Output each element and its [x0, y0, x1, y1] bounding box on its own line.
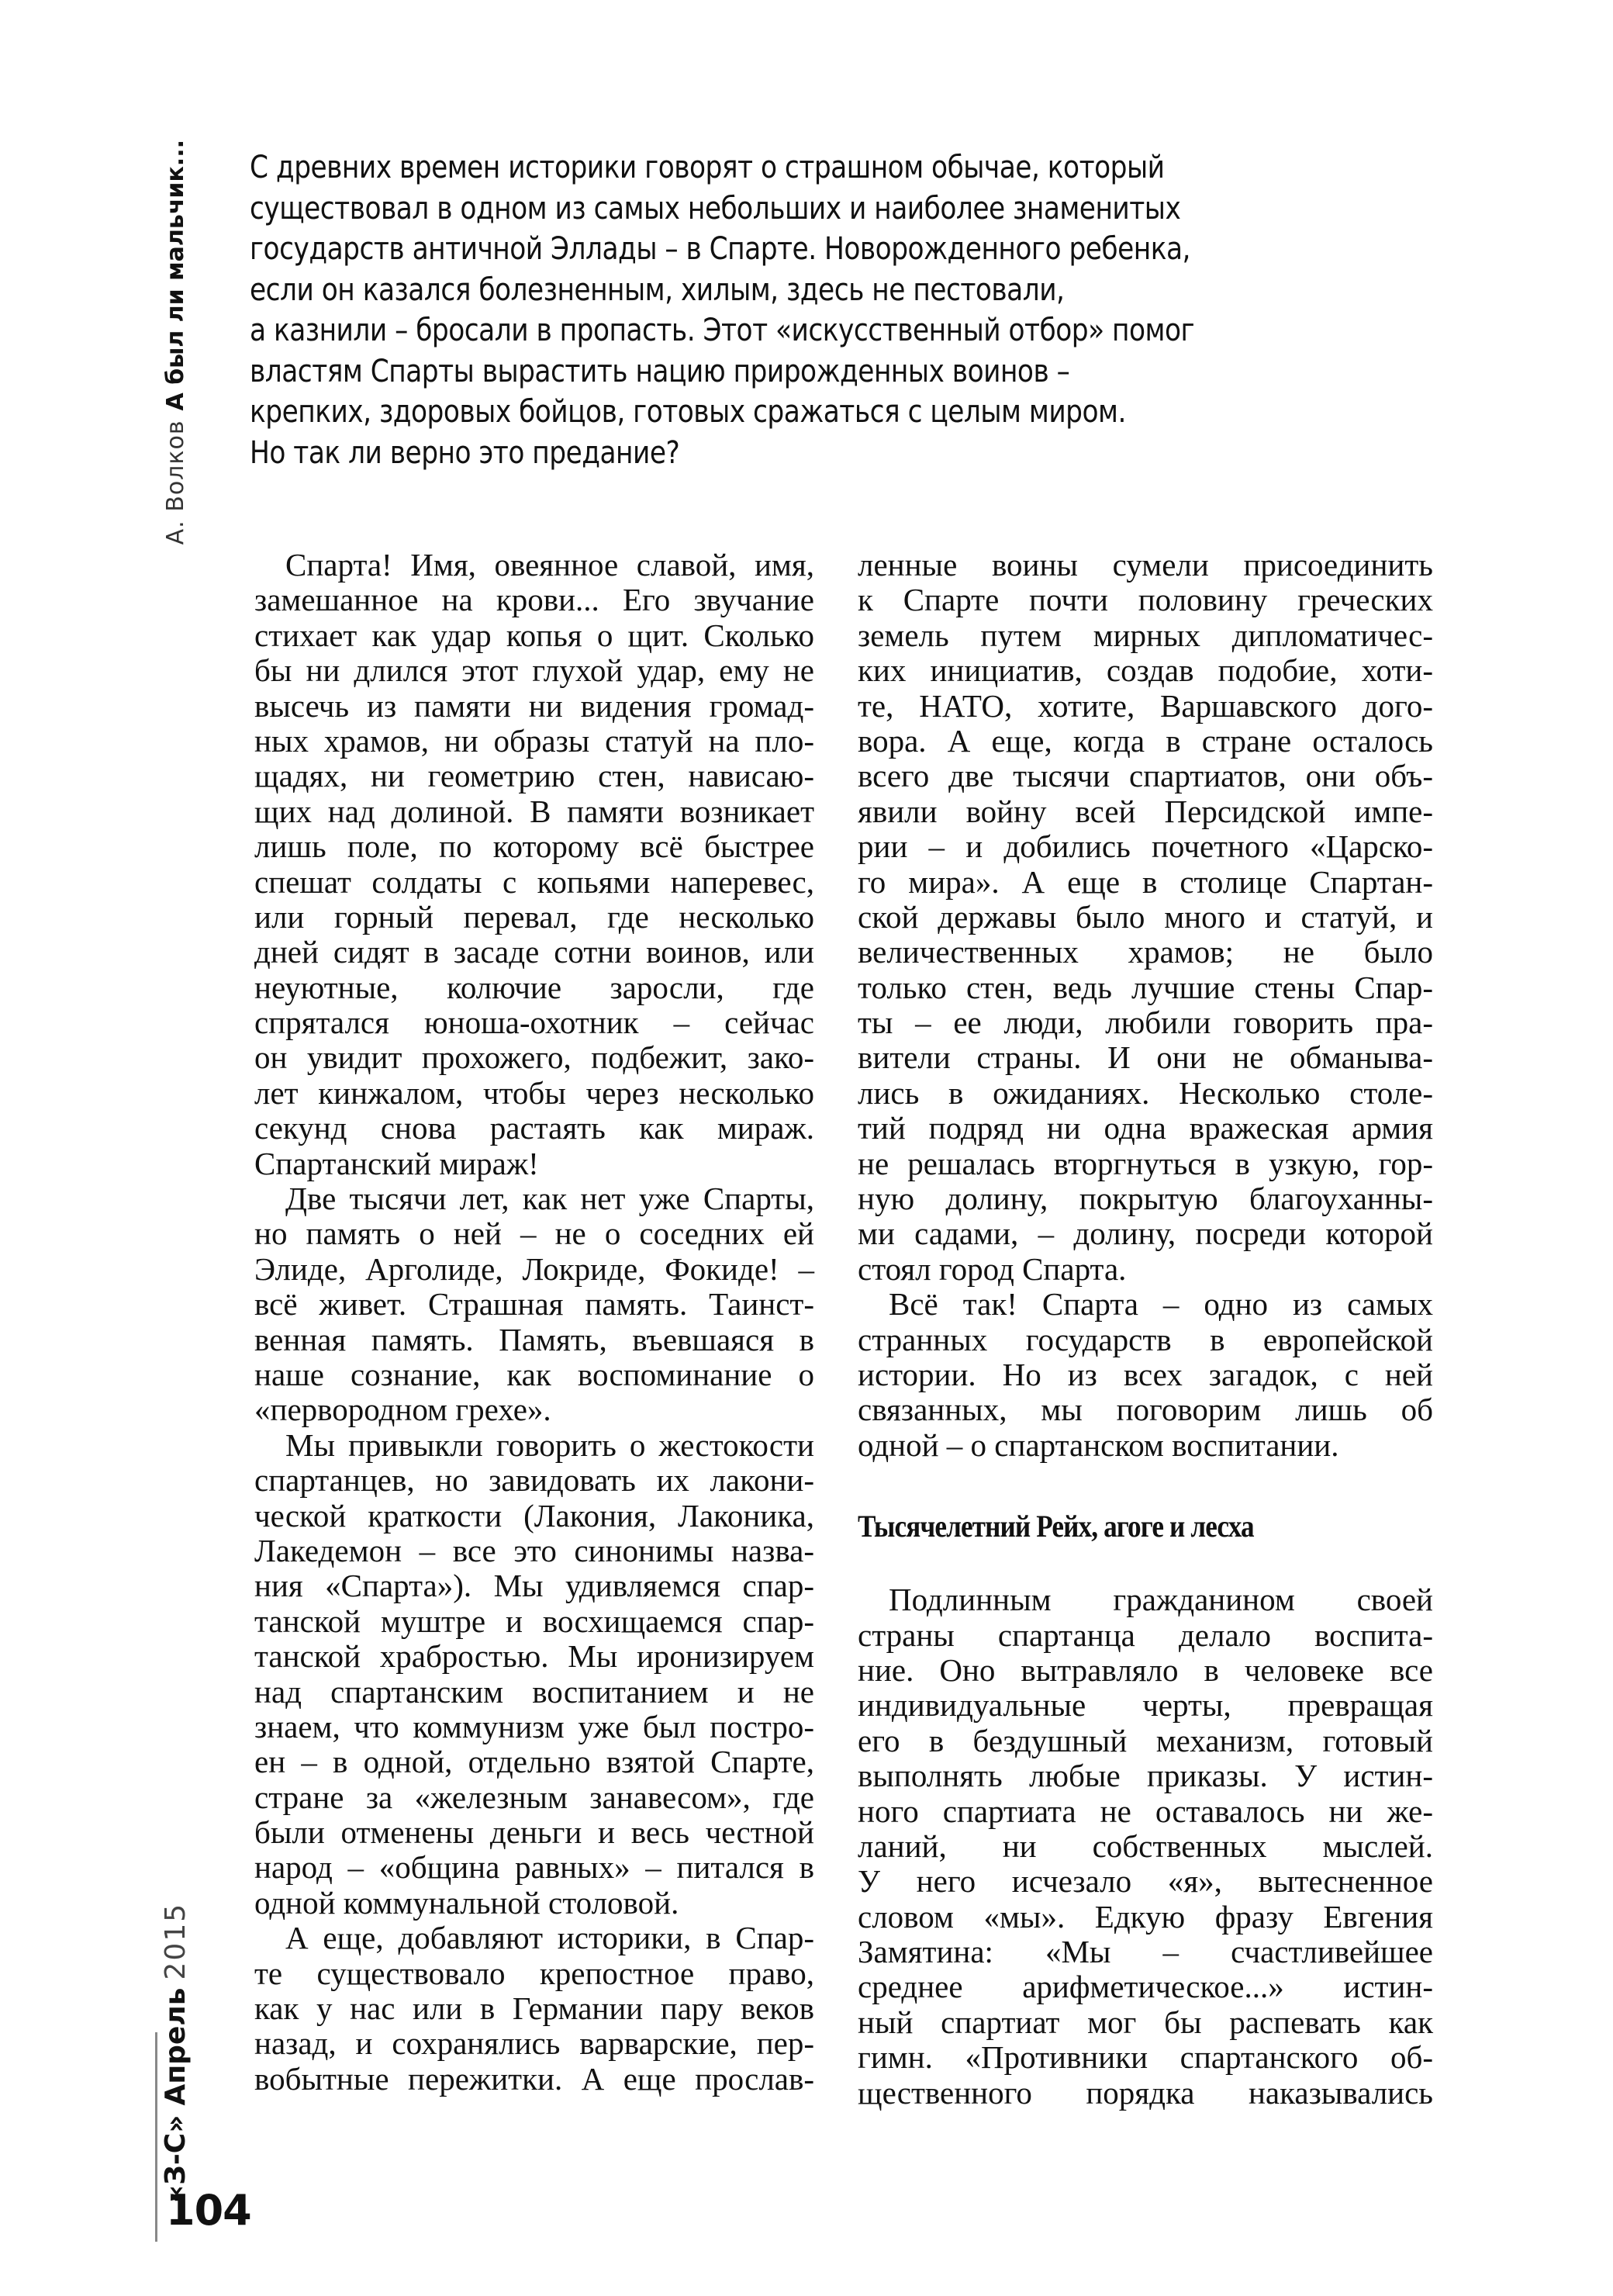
lead-line: государств античной Эллады – в Спарте. Новорожденного ребенка,: [250, 231, 1190, 267]
section-gap: [858, 1463, 1433, 1498]
body-line: как у нас или в Германии пару веков: [254, 1990, 814, 2027]
body-line: стоял город Спарта.: [858, 1250, 1127, 1287]
folio: [152, 1815, 214, 2203]
body-line: вобытные пережитки. А еще прослав-: [254, 2060, 814, 2097]
body-line: ской державы было много и статуй, и: [858, 898, 1433, 935]
body-line: ланий, ни собственных мыслей.: [858, 1827, 1433, 1864]
body-line: не решалась вторгнуться в узкую, гор-: [858, 1145, 1433, 1181]
body-line: лишь поле, по которому всё быстрее: [254, 828, 814, 865]
lead-line: С древних времен историки говорят о страшном обычае, который: [250, 150, 1165, 185]
body-line: среднее арифметическое...» истин-: [858, 1969, 1433, 2005]
body-line: секунд снова растаять как мираж.: [254, 1110, 814, 1146]
body-line: ную долину, покрытую благоуханны-: [858, 1181, 1433, 1217]
body-line: Две тысячи лет, как нет уже Спарты,: [285, 1181, 814, 1217]
body-line: тий подряд ни одна вражеская армия: [858, 1110, 1433, 1146]
lead-line: властям Спарты вырастить нацию прирожденных воинов –: [250, 353, 1070, 389]
body-line: щадях, ни геометрию стен, нависаю-: [254, 758, 814, 794]
body-line: А еще, добавляют историки, в Спар-: [285, 1920, 814, 1956]
page-number: 104: [166, 2186, 251, 2235]
lead-line: а казнили – бросали в пропасть. Этот «искусственный отбор» помог: [250, 313, 1195, 348]
body-line: «первородном грехе».: [254, 1392, 551, 1428]
body-line: или горный перевал, где несколько: [254, 898, 814, 935]
body-line: одной коммунальной столовой.: [254, 1884, 679, 1921]
body-line: над спартанским воспитанием и не: [254, 1673, 814, 1710]
body-line: вора. А еще, когда в стране осталось: [858, 722, 1433, 759]
body-line: только стен, ведь лучшие стены Спар-: [858, 969, 1433, 1005]
body-line: Мы привыкли говорить о жестокости: [285, 1426, 814, 1463]
body-line: ленные воины сумели присоединить: [858, 547, 1433, 583]
body-line: Всё так! Спарта – одно из самых: [889, 1286, 1433, 1323]
running-head-author: А. Волков: [161, 420, 189, 545]
body-line: величественных храмов; не было: [858, 934, 1433, 970]
body-line: назад, и сохранялись варварские, пер-: [254, 2025, 814, 2062]
body-line: Подлинным гражданином своей: [889, 1582, 1433, 1618]
folio-rule: [155, 2032, 157, 2242]
body-line: явили войну всей Персидской импе-: [858, 793, 1433, 829]
body-line: связанных, мы поговорим лишь об: [858, 1392, 1433, 1428]
body-line: стране за «железным занавесом», где: [254, 1779, 814, 1815]
body-column-left: [254, 548, 814, 2097]
body-line: ты – ее люди, любили говорить пра-: [858, 1004, 1433, 1041]
body-line: всё живет. Страшная память. Таинст-: [254, 1286, 814, 1323]
body-line: рии – и добились почетного «Царско-: [858, 828, 1433, 865]
body-line: высечь из памяти ни видения громад-: [254, 687, 814, 724]
body-line: замешанное на крови... Его звучание: [254, 582, 814, 618]
body-line: ми садами, – долину, посреди которой: [858, 1215, 1433, 1252]
body-line: народ – «община равных» – питался в: [254, 1849, 814, 1886]
body-line: У него исчезало «я», вытесненное: [858, 1863, 1433, 1900]
body-line: щих над долиной. В памяти возникает: [254, 793, 814, 829]
body-line: истории. Но из всех загадок, с ней: [858, 1356, 1433, 1392]
body-line: стихает как удар копья о щит. Сколько: [254, 617, 814, 653]
running-head: [152, 140, 199, 574]
body-line: Спартанский мираж!: [254, 1145, 539, 1181]
lead-line: существовал в одном из самых небольших и наиболее знаменитых: [250, 190, 1181, 226]
body-line: ный спартиат мог бы распевать как: [858, 2004, 1433, 2040]
body-line: всего две тысячи спартиатов, они объ-: [858, 758, 1433, 794]
issue-year: 2015: [159, 1902, 192, 1980]
magazine-name: «З-С»: [159, 2114, 192, 2203]
section-heading: Тысячелетний Рейх, агоге и лесха: [858, 1509, 1254, 1544]
body-line: бы ни длился этот глухой удар, ему не: [254, 652, 814, 689]
body-line: те, НАТО, хотите, Варшавского дого-: [858, 687, 1433, 724]
body-line: лись в ожиданиях. Несколько столе-: [858, 1074, 1433, 1111]
lead-line: если он казался болезненным, хилым, здесь не пестовали,: [250, 271, 1065, 308]
running-head-title: А был ли мальчик...: [161, 140, 189, 411]
body-line: гимн. «Противники спартанского об-: [858, 2039, 1433, 2076]
body-line: Спарта! Имя, овеянное славой, имя,: [285, 547, 814, 583]
body-line: странных государств в европейской: [858, 1321, 1433, 1357]
body-line: Замятина: «Мы – счастливейшее: [858, 1934, 1433, 1970]
body-line: его в бездушный механизм, готовый: [858, 1722, 1433, 1758]
body-line: земель путем мирных дипломатичес-: [858, 617, 1433, 653]
body-line: страны спартанца делало воспита-: [858, 1617, 1433, 1653]
body-line: спешат солдаты с копьями наперевес,: [254, 863, 814, 900]
body-line: Лакедемон – все это синонимы назва-: [254, 1532, 814, 1568]
body-line: ческой краткости (Лакония, Лаконика,: [254, 1497, 814, 1534]
body-line: ен – в одной, отдельно взятой Спарте,: [254, 1744, 814, 1780]
body-column-right: [858, 548, 1433, 2111]
body-line: индивидуальные черты, превращая: [858, 1687, 1433, 1724]
body-line: ного спартиата не оставалось ни же-: [858, 1793, 1433, 1829]
body-line: были отменены деньги и весь честной: [254, 1814, 814, 1851]
lead-line: Но так ли верно это предание?: [250, 434, 680, 471]
body-line: танской муштре и восхищаемся спар-: [254, 1603, 814, 1639]
body-line: го мира». А еще в столице Спартан-: [858, 863, 1433, 900]
body-line: щественного порядка наказывались: [858, 2074, 1433, 2111]
issue-month: Апрель: [159, 1987, 192, 2106]
body-line: ния «Спарта»). Мы удивляемся спар-: [254, 1568, 814, 1604]
body-line: спартанцев, но завидовать их лакони-: [254, 1462, 814, 1499]
body-line: одной – о спартанском воспитании.: [858, 1426, 1339, 1463]
body-line: ние. Оно вытравляло в человеке все: [858, 1651, 1433, 1688]
body-line: ких инициатив, создав подобие, хоти-: [858, 652, 1433, 689]
body-line: Элиде, Арголиде, Локриде, Фокиде! –: [254, 1250, 814, 1287]
body-line: знаем, что коммунизм уже был постро-: [254, 1708, 814, 1744]
body-line: но память о ней – не о соседних ей: [254, 1215, 814, 1252]
lead-line: крепких, здоровых бойцов, готовых сражаться с целым миром.: [250, 394, 1126, 430]
body-line: лет кинжалом, чтобы через несколько: [254, 1074, 814, 1111]
body-line: выполнять любые приказы. У истин-: [858, 1758, 1433, 1794]
body-line: к Спарте почти половину греческих: [858, 582, 1433, 618]
body-line: дней сидят в засаде сотни воинов, или: [254, 934, 814, 970]
body-line: спрятался юноша-охотник – сейчас: [254, 1004, 814, 1041]
body-line: ных храмов, ни образы статуй на пло-: [254, 722, 814, 759]
body-line: вители страны. И они не обманыва-: [858, 1039, 1433, 1076]
body-line: наше сознание, как воспоминание о: [254, 1356, 814, 1392]
body-line: танской храбростью. Мы иронизируем: [254, 1638, 814, 1675]
body-line: он увидит прохожего, подбежит, зако-: [254, 1039, 814, 1076]
body-line: словом «мы». Едкую фразу Евгения: [858, 1898, 1433, 1935]
body-line: венная память. Память, въевшаяся в: [254, 1321, 814, 1357]
body-line: неуютные, колючие заросли, где: [254, 969, 814, 1005]
body-line: те существовало крепостное право,: [254, 1955, 814, 1991]
lead-paragraph: [250, 147, 1383, 473]
